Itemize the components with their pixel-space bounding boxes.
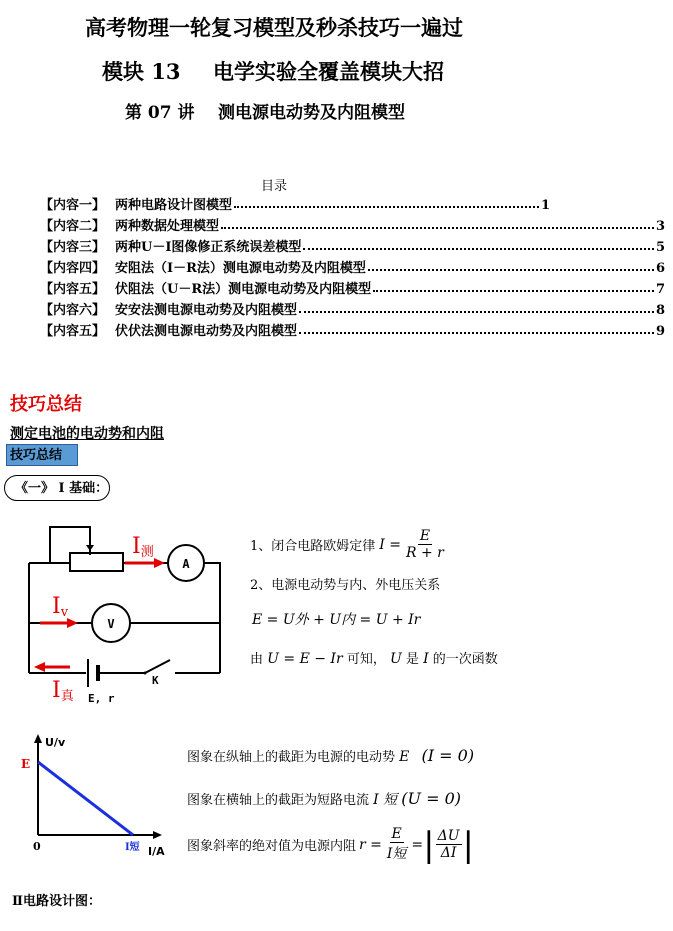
toc-entry-page: 3 [655, 219, 665, 234]
toc-entry-label: 【内容二】 [40, 219, 106, 234]
y-intercept-label: E [21, 757, 31, 771]
rheostat [70, 553, 123, 571]
slope-fraction-2: $\frac{\Delta U}{\Delta I}$ [437, 828, 460, 861]
toc-entry-label: 【内容一】 [40, 198, 106, 213]
i-v-label: Iv [52, 594, 69, 620]
toc-entry-title[interactable]: 两种U－I图像修正系统误差模型 [115, 240, 302, 255]
summary-box-label: 技巧总结 [6, 444, 78, 466]
i-true-label: I真 [52, 678, 74, 704]
toc-entry-label: 【内容五】 [40, 324, 106, 339]
battery-label: E, r [88, 692, 115, 705]
ohm-law-fraction: $\frac{E}{R + r}$ [406, 528, 444, 561]
toc-dot-leader [373, 290, 654, 292]
formula-emf-relation-label: 2、电源电动势与内、外电压关系 [250, 578, 441, 593]
x-intercept-label: I短 [125, 842, 140, 853]
x-axis-arrow-icon [153, 831, 162, 839]
slope-fraction-1: $\frac{E}{\text{I短}}$ [386, 826, 407, 862]
i-true-arrow-head-icon [34, 662, 45, 672]
section-heading: 技巧总结 [10, 394, 82, 415]
toc-entry[interactable] [40, 277, 665, 297]
toc-entry-page: 6 [655, 261, 665, 276]
toc-entry-title[interactable]: 安安法测电源电动势及内阻模型 [115, 303, 298, 318]
toc-entry-label: 【内容五】 [40, 282, 106, 297]
toc-entry-page: 8 [655, 303, 665, 318]
toc-entry[interactable] [40, 214, 665, 234]
toc-dot-leader [368, 269, 654, 271]
right-wire [204, 563, 220, 673]
toc-entry-page: 9 [655, 324, 665, 339]
x-axis-label: I/A [148, 845, 165, 858]
voltmeter-label: V [107, 617, 115, 631]
toc-entry[interactable] [40, 298, 665, 318]
switch-label: K [152, 674, 159, 687]
toc-entry-title[interactable]: 安阻法（I－R法）测电源电动势及内阻模型 [115, 261, 366, 276]
i-measured-label: I测 [132, 534, 154, 560]
section-subheading: 测定电池的电动势和内阻 [10, 426, 164, 442]
i-v-arrow-head-icon [67, 618, 78, 628]
toc-entry-title[interactable]: 两种电路设计图模型 [115, 198, 233, 213]
circuit-design-heading: Ⅱ电路设计图： [12, 894, 101, 909]
formula-linear-function: 由 U = E − Ir 可知， U 是 I 的一次函数 [250, 651, 498, 667]
toc-entry-page: 7 [655, 282, 665, 297]
toc-entry-title[interactable]: 伏伏法测电源电动势及内阻模型 [115, 324, 298, 339]
toc-entry-page: 5 [655, 240, 665, 255]
note-slope: 图象斜率的绝对值为电源内阻 r = $\frac{E}{\text{I短}}$ = | $\frac{\Delta U}{\Delta I}$ | [187, 824, 475, 865]
note-y-intercept: 图象在纵轴上的截距为电源的电动势 E (I = 0) [187, 746, 475, 765]
module-label: 模块 13 [102, 59, 181, 84]
toc-entry-title[interactable]: 两种数据处理模型 [115, 219, 220, 234]
ammeter-label: A [182, 557, 190, 571]
toc-entry-label: 【内容四】 [40, 261, 106, 276]
y-axis-arrow-icon [34, 734, 42, 743]
lecture-label: 第 07 讲 [125, 103, 195, 123]
toc-dot-leader [303, 248, 654, 250]
toc-entry-label: 【内容三】 [40, 240, 106, 255]
y-axis-label: U/v [45, 736, 66, 749]
i-measured-arrow-head-icon [154, 558, 165, 568]
toc-heading: 目录 [261, 179, 288, 194]
toc-entry-page: 1 [540, 198, 550, 213]
lecture-title: 测电源电动势及内阻模型 [218, 103, 405, 123]
toc-dot-leader [299, 311, 654, 313]
formula-emf-relation: E = U外 + U内 = U + Ir [252, 612, 421, 628]
toc-entry[interactable] [40, 193, 550, 213]
toc-dot-leader [221, 227, 654, 229]
switch-pivot [144, 672, 147, 675]
toc-entry-label: 【内容六】 [40, 303, 106, 318]
switch-blade [145, 660, 170, 673]
note-x-intercept: 图象在横轴上的截距为短路电流 I 短 (U = 0) [187, 789, 462, 808]
rheostat-arrow-icon [86, 545, 94, 551]
module-title: 电学实验全覆盖模块大招 [213, 59, 444, 84]
basics-label: 《一》 I 基础： [4, 475, 110, 501]
toc-entry[interactable] [40, 256, 665, 276]
ui-graph [15, 730, 175, 860]
toc-dot-leader [299, 332, 654, 334]
toc-entry[interactable] [40, 319, 665, 339]
origin-label: 0 [33, 840, 41, 853]
circuit-diagram [20, 515, 240, 710]
toc-entry-title[interactable]: 伏阻法（U－R法）测电源电动势及内阻模型 [115, 282, 372, 297]
ui-line [38, 762, 133, 835]
document-title: 高考物理一轮复习模型及秒杀技巧一遍过 [85, 15, 463, 40]
formula-ohm-law: 1、闭合电路欧姆定律 I = $\frac{E}{R + r}$ [250, 528, 444, 561]
toc-entry[interactable] [40, 235, 665, 255]
toc-dot-leader [234, 206, 539, 208]
